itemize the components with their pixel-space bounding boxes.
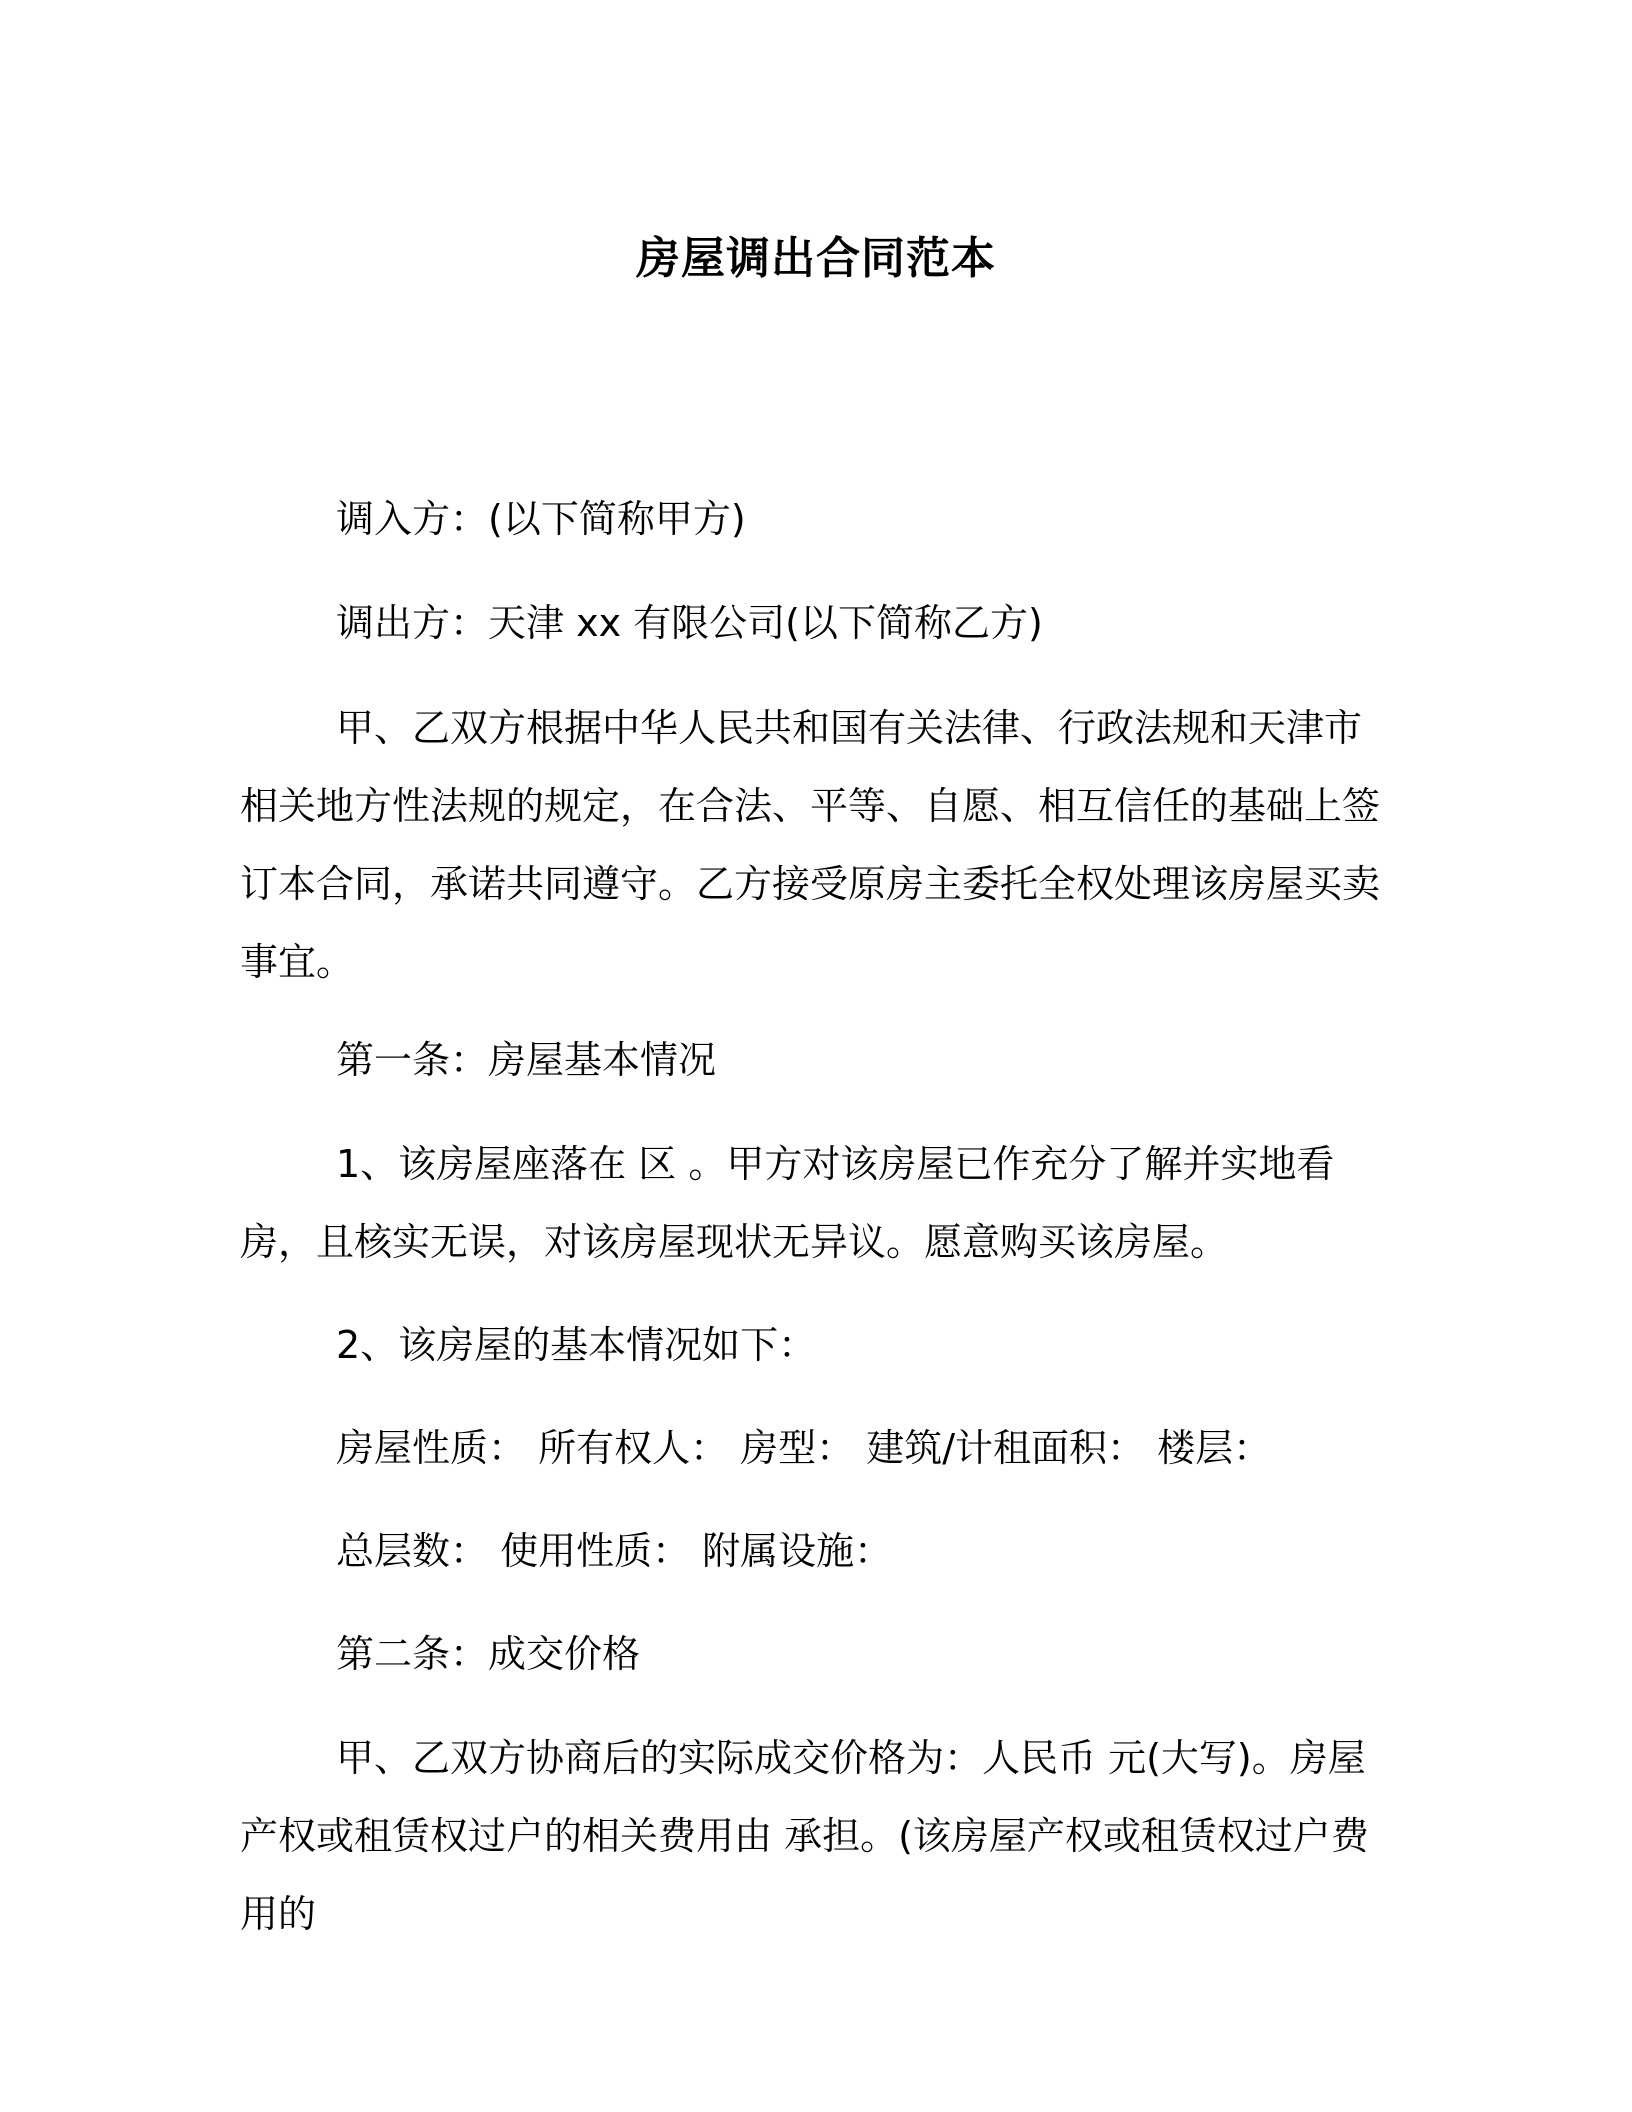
article2-heading: 第二条：成交价格 bbox=[336, 1632, 641, 1676]
article1-item1: 1、该房屋座落在 区 。甲方对该房屋已作充分了解并实地看房，且核实无误，对该房屋现状无异议。愿意购买该房屋。 bbox=[240, 1142, 1335, 1264]
article1-heading: 第一条：房屋基本情况 bbox=[336, 1038, 717, 1082]
party-in-line: 调入方：(以下简称甲方) bbox=[336, 497, 746, 541]
article2-body: 甲、乙双方协商后的实际成交价格为：人民币 元(大写)。房屋产权或租赁权过户的相关费用由 承担。(该房屋产权或租赁权过户费用的 bbox=[240, 1736, 1369, 1936]
document-title: 房屋调出合同范本 bbox=[636, 233, 996, 284]
article1-item2: 2、该房屋的基本情况如下： bbox=[336, 1323, 817, 1367]
preamble-paragraph: 甲、乙双方根据中华人民共和国有关法律、行政法规和天津市相关地方性法规的规定，在合法、平等、自愿、相互信任的基础上签订本合同，承诺共同遵守。乙方接受原房主委托全权处理该房屋买卖事宜。 bbox=[240, 706, 1381, 984]
house-fields-line2: 总层数： 使用性质： 附属设施： bbox=[336, 1529, 893, 1573]
house-fields-line1: 房屋性质： 所有权人： 房型： 建筑/计租面积： 楼层： bbox=[336, 1426, 1272, 1470]
party-out-line: 调出方：天津 xx 有限公司(以下简称乙方) bbox=[336, 601, 1043, 645]
